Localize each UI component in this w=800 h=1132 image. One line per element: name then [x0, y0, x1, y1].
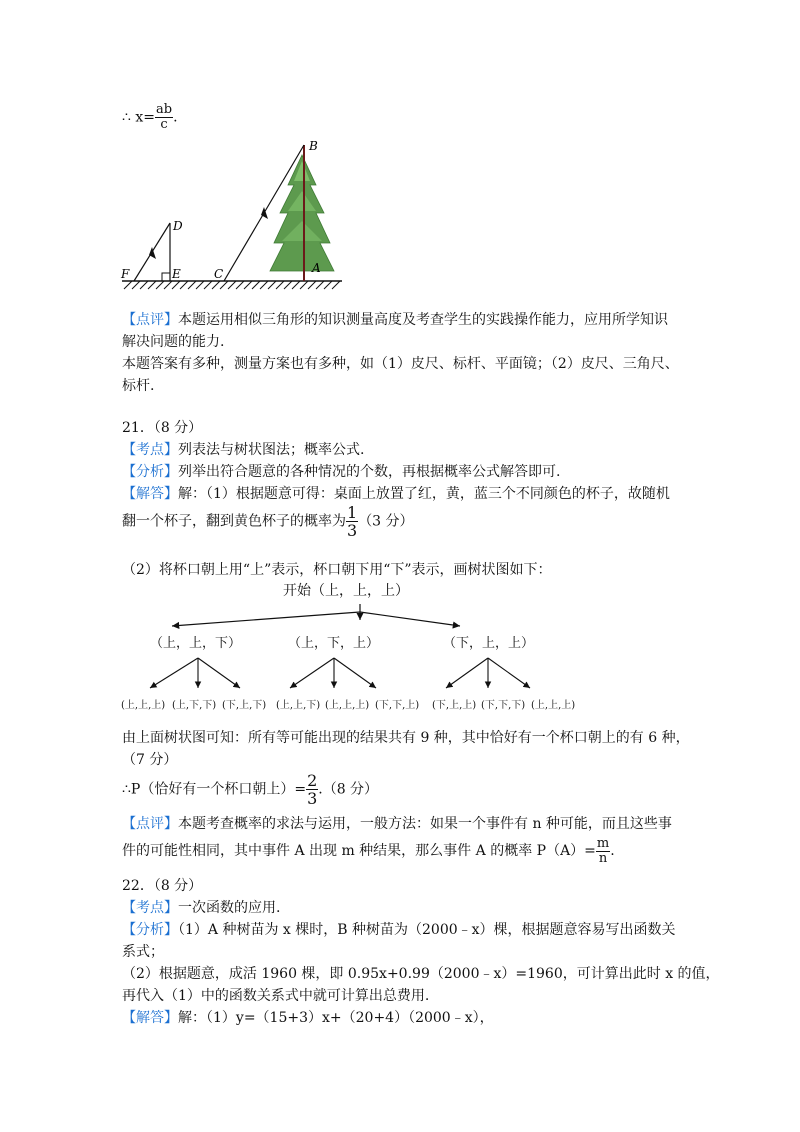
q21-fenxi [122, 462, 560, 482]
comment1-text1: 本题运用相似三角形的知识测量高度及考查学生的实践操作能力，应用所学知识 [178, 312, 668, 328]
fraction-denominator: c [160, 117, 168, 132]
tag-dianping: 【点评】 [122, 312, 178, 328]
q21-part2: （2）将杯口朝上用“上”表示，杯口朝下用“下”表示，画树状图如下： [122, 562, 552, 578]
q22-fenxi-text1: （1）A 种树苗为 x 棵时，B 种树苗为（2000﹣x）棵，根据题意容易写出函数关 [178, 922, 676, 938]
tree-leaf-3-1: (下,上,上) [432, 700, 477, 711]
branch-l3-3 [488, 658, 530, 688]
q22-kaodian-text: 一次函数的应用. [178, 900, 281, 916]
branch-l3-1 [446, 658, 488, 688]
fraction-numerator: 2 [307, 771, 318, 790]
fraction-numerator: 1 [347, 503, 358, 522]
tree-level1-node-1: （上，上，下） [150, 636, 242, 651]
formula-suffix: . [173, 109, 178, 126]
q22-header: 22．（8 分） [122, 878, 203, 894]
label-a: A [312, 261, 321, 275]
fraction-numerator: m [596, 835, 610, 851]
tag-fenxi: 【分析】 [122, 464, 178, 480]
q21-kaodian-text: 列表法与树状图法；概率公式. [178, 442, 365, 458]
comment1-line1 [122, 310, 668, 330]
formula-x-equals [122, 103, 178, 132]
q21-dianping-end: . [610, 843, 615, 859]
arrow-on-fd [149, 247, 156, 259]
fraction-m-over-n [596, 837, 610, 866]
q22-jieda-text1: 解：（1）y=（15+3）x+（20+4）（2000﹣x）， [178, 1010, 494, 1026]
comment1-line3: 本题答案有多种，测量方案也有多种，如（1）皮尺、标杆、平面镜；（2）皮尺、三角尺、 [122, 356, 679, 372]
tree-leaf-1-1: (上,上,上) [121, 700, 166, 711]
fraction-denominator: n [598, 850, 608, 866]
fraction-two-thirds [306, 772, 318, 807]
fraction-denominator: 3 [307, 789, 318, 808]
tree-level1-node-2: （上，下，上） [288, 636, 380, 651]
formula-prefix: ∴ x= [122, 109, 155, 126]
tree-icon [270, 155, 334, 271]
q21-result2: （7 分） [122, 752, 178, 768]
label-d: D [173, 219, 183, 233]
tree-leaf-2-1: (上,上,下) [276, 700, 321, 711]
q22-fenxi3: （2）根据题意，成活 1960 棵，即 0.95x+0.99（2000﹣x）=1960，可计算出此时 x 的值， [122, 966, 720, 982]
tag-fenxi: 【分析】 [122, 922, 178, 938]
q21-jieda-line2 [122, 504, 414, 539]
right-angle-mark [162, 273, 170, 281]
tag-jieda: 【解答】 [122, 486, 178, 502]
q21-fenxi-text: 列举出符合题意的各种情况的个数，再根据概率公式解答即可. [178, 464, 561, 480]
tree-leaf-2-3: (下,下,上) [375, 700, 420, 711]
q21-probability [122, 772, 378, 807]
q21-jieda [122, 484, 670, 504]
q21-kaodian [122, 440, 364, 460]
label-b: B [309, 139, 318, 153]
label-f: F [121, 267, 130, 281]
tree-level1-node-3: （下，上，上） [443, 636, 535, 651]
fraction-ab-over-c [155, 103, 173, 132]
tag-kaodian: 【考点】 [122, 900, 178, 916]
similar-triangles-figure [118, 135, 350, 295]
q21-dianping [122, 814, 672, 834]
tree-leaf-1-3: (下,上,下) [222, 700, 267, 711]
q21-jieda-score: （3 分） [358, 513, 414, 530]
q21-jieda-text1: 解：（1）根据题意可得：桌面上放置了红，黄，蓝三个不同颜色的杯子，故随机 [178, 486, 670, 502]
q22-jieda [122, 1008, 494, 1028]
q22-fenxi2: 系式； [122, 944, 164, 960]
tree-leaf-2-2: (上,上,上) [325, 700, 370, 711]
q21-result1: 由上面树状图可知：所有等可能出现的结果共有 9 种，其中恰好有一个杯口朝上的有 6 种， [122, 730, 690, 746]
tree-leaf-3-2: (下,下,下) [481, 700, 526, 711]
branch-l1-3 [198, 658, 240, 688]
branch-l2-3 [334, 658, 376, 688]
tag-kaodian: 【考点】 [122, 442, 178, 458]
branch-root-left [172, 612, 360, 626]
fraction-numerator: ab [155, 102, 173, 117]
fraction-denominator: 3 [347, 521, 358, 540]
tree-leaf-1-2: (上,下,下) [172, 700, 217, 711]
branch-l2-1 [290, 658, 334, 688]
q21-prob-text: ∴P（恰好有一个杯口朝上）= [122, 781, 307, 798]
comment1-line4: 标杆. [122, 378, 155, 394]
label-c: C [214, 267, 224, 281]
branch-root-right [360, 612, 460, 626]
fraction-one-third [346, 504, 358, 539]
branch-l1-1 [150, 658, 198, 688]
tag-dianping: 【点评】 [122, 816, 178, 832]
q21-dianping-text1: 本题考查概率的求法与运用，一般方法：如果一个事件有 n 种可能，而且这些事 [178, 816, 672, 832]
q21-jieda-text2: 翻一个杯子，翻到黄色杯子的概率为 [122, 513, 346, 530]
tag-jieda: 【解答】 [122, 1010, 178, 1026]
q21-dianping-line2 [122, 836, 615, 866]
comment1-line2: 解决问题的能力. [122, 334, 225, 350]
tree-root: 开始（上，上，上） [283, 583, 409, 599]
q22-fenxi4: 再代入（1）中的函数关系式中就可计算出总费用. [122, 988, 430, 1004]
ground-hatching [124, 281, 340, 289]
q21-prob-score: .（8 分） [318, 781, 379, 798]
q21-dianping-text2: 件的可能性相同，其中事件 A 出现 m 种结果，那么事件 A 的概率 P（A）= [122, 843, 596, 859]
label-e: E [172, 267, 181, 281]
q22-fenxi [122, 920, 676, 940]
q22-kaodian [122, 898, 280, 918]
tree-leaf-3-3: (上,上,上) [531, 700, 576, 711]
q21-header: 21．（8 分） [122, 420, 203, 436]
